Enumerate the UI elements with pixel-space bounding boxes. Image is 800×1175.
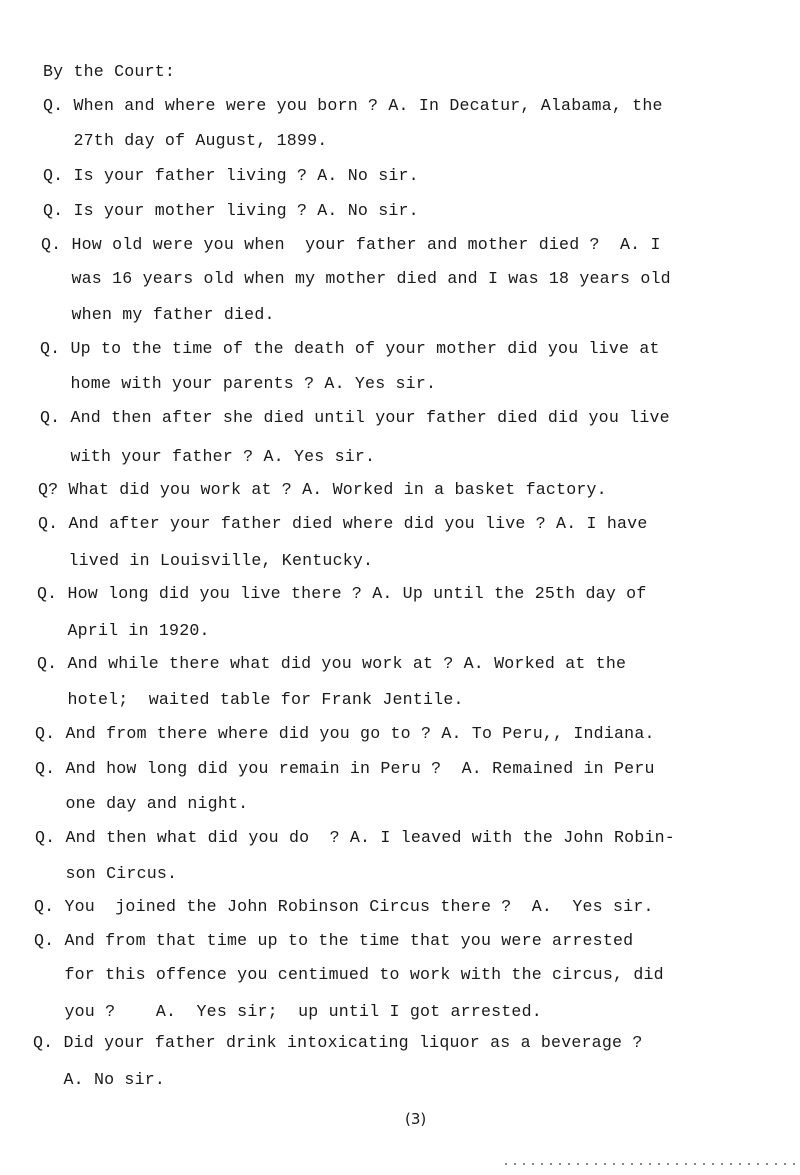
transcript-line: Q. And then what did you do ? A. I leaved with the John Robin- [35,828,675,847]
page-number: (3) [405,1110,427,1128]
transcript-line: Q. And then after she died until your father died did you live [40,408,670,427]
transcript-line: Q. How long did you live there ? A. Up until the 25th day of [37,584,647,603]
transcript-line: A. No sir. [33,1070,166,1089]
transcript-line: Q? What did you work at ? A. Worked in a basket factory. [38,480,607,499]
transcript-line: Q. And while there what did you work at ? A. Worked at the [37,654,627,673]
transcript-line: Q. And after your father died where did you live ? A. I have [38,514,648,533]
transcript-line: April in 1920. [37,621,210,640]
transcript-line: 27th day of August, 1899. [43,131,328,150]
transcript-line: Q. And how long did you remain in Peru ? A. Remained in Peru [35,759,655,778]
transcript-line: for this offence you centimued to work with the circus, did [34,965,664,984]
transcript-line: Q. Did your father drink intoxicating liquor as a beverage ? [33,1033,643,1052]
transcript-line: Q. When and where were you born ? A. In Decatur, Alabama, the [43,96,663,115]
transcript-line: hotel; waited table for Frank Jentile. [37,690,464,709]
transcript-line: lived in Louisville, Kentucky. [38,551,374,570]
scan-artifact-divider [505,1163,800,1165]
transcript-line: Q. And from there where did you go to ? A. To Peru,, Indiana. [35,724,655,743]
court-heading: By the Court: [43,62,176,81]
transcript-line: Q. How old were you when your father and mother died ? A. I [41,235,661,254]
transcript-line: Q. And from that time up to the time that you were arrested [34,931,634,950]
transcript-line: home with your parents ? A. Yes sir. [40,374,437,393]
transcript-line: Q. Is your father living ? A. No sir. [43,166,419,185]
transcript-line: was 16 years old when my mother died and I was 18 years old [41,269,671,288]
transcript-line: one day and night. [35,794,249,813]
transcript-line: when my father died. [41,305,275,324]
transcript-line: you ? A. Yes sir; up until I got arrested. [34,1002,542,1021]
transcript-line: Q. Up to the time of the death of your mother did you live at [40,339,660,358]
transcript-line: son Circus. [35,864,178,883]
transcript-line: Q. Is your mother living ? A. No sir. [43,201,419,220]
transcript-line: Q. You joined the John Robinson Circus there ? A. Yes sir. [34,897,654,916]
transcript-line: with your father ? A. Yes sir. [40,447,376,466]
